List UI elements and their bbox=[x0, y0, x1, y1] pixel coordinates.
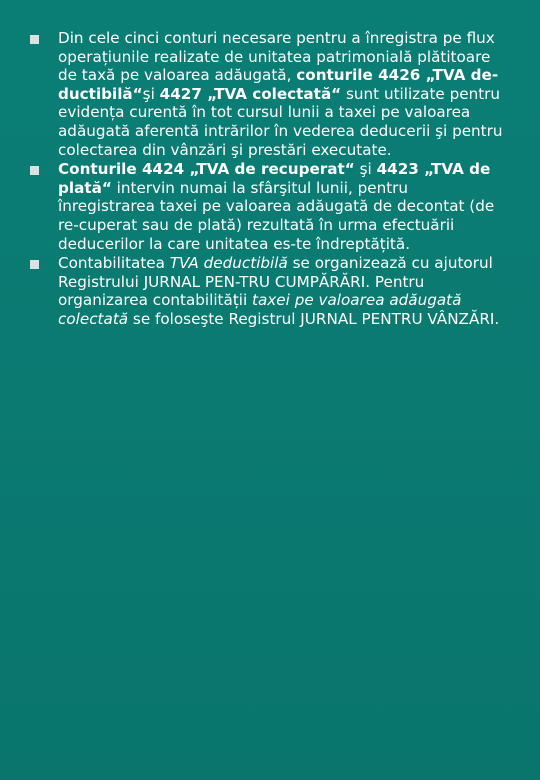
text-segment: sunt utilizate pentru evidența curentă în tot cursul lunii a taxei pe valoarea adăugată aferentă intrărilor în vederea deducerii şi pentru colectarea din vânzări şi prestări executate. bbox=[58, 84, 503, 159]
text-segment: 4423 „TVA de plată“ bbox=[58, 160, 491, 197]
text-segment: se foloseşte Registrul JURNAL PENTRU VÂNZĂRI. bbox=[128, 309, 500, 328]
square-bullet-icon bbox=[30, 260, 39, 269]
text-segment: taxei pe valoarea adăugată colectată bbox=[58, 291, 462, 328]
text-segment: şi bbox=[142, 84, 160, 103]
text-segment: Contabilitatea bbox=[58, 254, 170, 273]
bullet-item bbox=[28, 160, 508, 253]
text-segment: intervin numai la sfârşitul lunii, pentru înregistrarea taxei pe valoarea adăugată de decontat (de re-cuperat sau de plată) rezultată în urma efectuării deducerilor la care unitatea es-te îndreptățită. bbox=[58, 178, 495, 253]
text-segment: TVA deductibilă bbox=[169, 254, 288, 273]
text-segment: 4427 „TVA colectată“ bbox=[159, 84, 342, 103]
square-bullet-icon bbox=[30, 35, 39, 44]
text-segment: Conturile 4424 „TVA de recuperat“ bbox=[58, 160, 355, 179]
bullet-list bbox=[28, 29, 508, 330]
text-segment: conturile 4426 „TVA de-ductibilă“ bbox=[58, 66, 499, 103]
bullet-item bbox=[28, 254, 508, 328]
bullet-item bbox=[28, 29, 508, 159]
text-segment: Din cele cinci conturi necesare pentru a înregistra pe flux operațiunile realizate de unitatea patrimonială plătitoare de taxă pe valoarea adăugată, bbox=[58, 29, 495, 85]
square-bullet-icon bbox=[30, 166, 39, 175]
text-segment: şi bbox=[354, 160, 377, 179]
text-segment: se organizează cu ajutorul Registrului JURNAL PEN-TRU CUMPĂRĂRI. Pentru organizarea contabilității bbox=[58, 254, 493, 310]
